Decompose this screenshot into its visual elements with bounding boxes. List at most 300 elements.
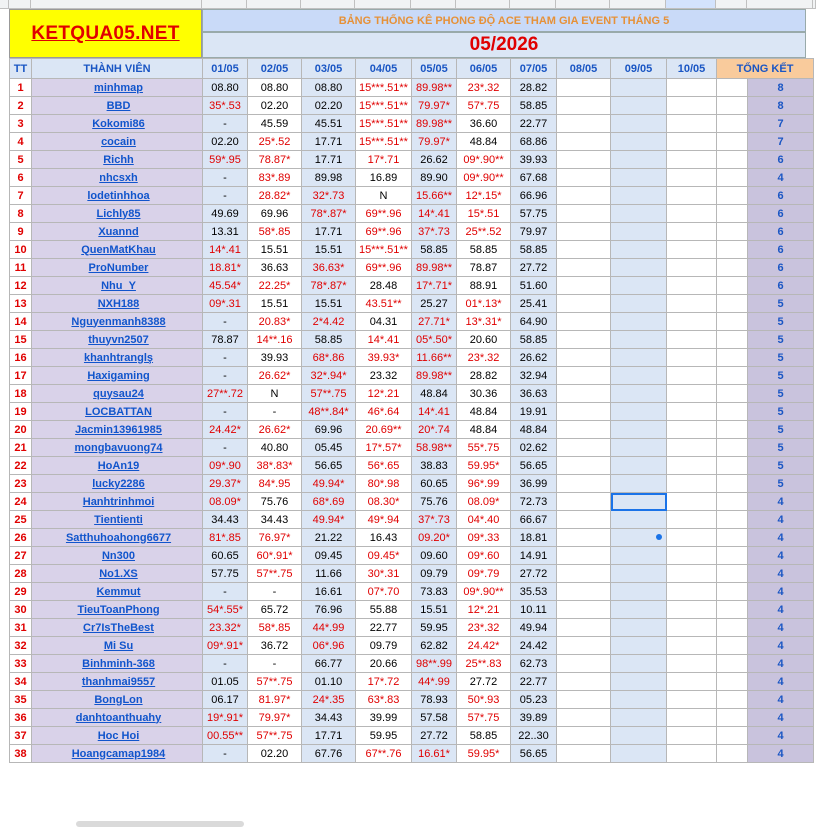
empty-cell[interactable] [611, 115, 667, 133]
empty-cell[interactable] [557, 205, 611, 223]
row-number[interactable]: 19 [10, 403, 32, 421]
score-cell[interactable]: 16.61 [302, 583, 356, 601]
empty-cell[interactable] [667, 133, 717, 151]
spacer-cell[interactable] [717, 745, 748, 763]
score-cell[interactable]: 25**.52 [457, 223, 511, 241]
empty-cell[interactable] [667, 241, 717, 259]
empty-cell[interactable] [611, 709, 667, 727]
empty-cell[interactable] [667, 691, 717, 709]
score-cell[interactable]: 57**.75 [248, 727, 302, 745]
member-name-link[interactable]: No1.XS [32, 565, 203, 583]
score-cell[interactable]: 15.51 [412, 601, 457, 619]
score-cell[interactable]: 57.58 [412, 709, 457, 727]
score-cell[interactable]: 09*.60 [457, 547, 511, 565]
score-cell[interactable]: 09.79 [412, 565, 457, 583]
score-cell[interactable]: 79.97* [412, 133, 457, 151]
empty-cell[interactable] [611, 475, 667, 493]
total-cell[interactable]: 6 [748, 223, 814, 241]
spacer-cell[interactable] [717, 205, 748, 223]
empty-cell[interactable] [557, 673, 611, 691]
score-cell[interactable]: 28.48 [356, 277, 412, 295]
empty-cell[interactable] [667, 295, 717, 313]
spacer-cell[interactable] [717, 115, 748, 133]
score-cell[interactable]: 15.51 [248, 295, 302, 313]
score-cell[interactable]: - [203, 745, 248, 763]
empty-cell[interactable] [611, 637, 667, 655]
total-cell[interactable]: 5 [748, 439, 814, 457]
empty-cell[interactable] [557, 655, 611, 673]
total-cell[interactable]: 6 [748, 187, 814, 205]
member-name-link[interactable]: minhmap [32, 79, 203, 97]
score-cell[interactable]: 01.05 [203, 673, 248, 691]
score-cell[interactable]: 15***.51** [356, 241, 412, 259]
total-cell[interactable]: 5 [748, 475, 814, 493]
score-cell[interactable]: 89.98** [412, 115, 457, 133]
score-cell[interactable]: 14*.41 [356, 331, 412, 349]
score-cell[interactable]: 32.94 [511, 367, 557, 385]
score-cell[interactable]: 89.98** [412, 367, 457, 385]
score-cell[interactable]: 57**.75 [248, 565, 302, 583]
score-cell[interactable]: 07*.70 [356, 583, 412, 601]
score-cell[interactable]: 59.95 [412, 619, 457, 637]
score-cell[interactable]: 54*.55* [203, 601, 248, 619]
empty-cell[interactable] [611, 601, 667, 619]
score-cell[interactable]: 57.75 [203, 565, 248, 583]
empty-cell[interactable] [611, 655, 667, 673]
spacer-cell[interactable] [717, 367, 748, 385]
member-name-link[interactable]: Jacmin13961985 [32, 421, 203, 439]
score-cell[interactable]: 13.31 [203, 223, 248, 241]
empty-cell[interactable] [611, 403, 667, 421]
total-cell[interactable]: 4 [748, 169, 814, 187]
row-number[interactable]: 12 [10, 277, 32, 295]
score-cell[interactable]: 69.96 [248, 205, 302, 223]
score-cell[interactable]: 79.97* [412, 97, 457, 115]
member-name-link[interactable]: Cr7IsTheBest [32, 619, 203, 637]
row-number[interactable]: 14 [10, 313, 32, 331]
total-cell[interactable]: 4 [748, 529, 814, 547]
spacer-cell[interactable] [717, 385, 748, 403]
spacer-cell[interactable] [717, 493, 748, 511]
empty-cell[interactable] [557, 331, 611, 349]
empty-cell[interactable] [611, 259, 667, 277]
empty-cell[interactable] [557, 277, 611, 295]
member-name-link[interactable]: Kokomi86 [32, 115, 203, 133]
score-cell[interactable]: 09.45 [302, 547, 356, 565]
score-cell[interactable]: 15.51 [302, 295, 356, 313]
empty-cell[interactable] [667, 637, 717, 655]
score-cell[interactable]: 23*.32 [457, 79, 511, 97]
empty-cell[interactable] [667, 547, 717, 565]
empty-cell[interactable] [611, 205, 667, 223]
empty-cell[interactable] [557, 115, 611, 133]
spacer-cell[interactable] [717, 673, 748, 691]
score-cell[interactable]: 02.20 [302, 97, 356, 115]
total-cell[interactable]: 4 [748, 493, 814, 511]
total-cell[interactable]: 5 [748, 313, 814, 331]
score-cell[interactable]: 17.71 [302, 727, 356, 745]
empty-cell[interactable] [667, 457, 717, 475]
empty-cell[interactable] [611, 727, 667, 745]
total-cell[interactable]: 8 [748, 79, 814, 97]
member-name-link[interactable]: Nhu_Y [32, 277, 203, 295]
empty-cell[interactable] [611, 493, 667, 511]
empty-cell[interactable] [667, 259, 717, 277]
score-cell[interactable]: 58.85 [511, 241, 557, 259]
score-cell[interactable]: 26.62* [248, 421, 302, 439]
score-cell[interactable]: 23.32* [203, 619, 248, 637]
total-cell[interactable]: 4 [748, 565, 814, 583]
row-number[interactable]: 8 [10, 205, 32, 223]
score-cell[interactable]: 15***.51** [356, 79, 412, 97]
score-cell[interactable]: 45.54* [203, 277, 248, 295]
empty-cell[interactable] [667, 349, 717, 367]
score-cell[interactable]: 78.93 [412, 691, 457, 709]
column-header-cell[interactable] [31, 0, 202, 8]
row-number[interactable]: 20 [10, 421, 32, 439]
score-cell[interactable]: 15.51 [248, 241, 302, 259]
row-number[interactable]: 29 [10, 583, 32, 601]
column-header-cell[interactable] [202, 0, 247, 8]
score-cell[interactable]: 38.83 [412, 457, 457, 475]
spacer-cell[interactable] [717, 151, 748, 169]
row-number[interactable]: 18 [10, 385, 32, 403]
total-cell[interactable]: 5 [748, 295, 814, 313]
row-number[interactable]: 13 [10, 295, 32, 313]
spacer-cell[interactable] [717, 529, 748, 547]
empty-cell[interactable] [611, 619, 667, 637]
score-cell[interactable]: 96*.99 [457, 475, 511, 493]
score-cell[interactable]: 20.66 [356, 655, 412, 673]
empty-cell[interactable] [611, 223, 667, 241]
total-cell[interactable]: 7 [748, 133, 814, 151]
score-cell[interactable]: 78*.87* [302, 205, 356, 223]
row-number[interactable]: 33 [10, 655, 32, 673]
score-cell[interactable]: 26.62* [248, 367, 302, 385]
empty-cell[interactable] [667, 367, 717, 385]
score-cell[interactable]: 27.72 [511, 565, 557, 583]
member-name-link[interactable]: cocain [32, 133, 203, 151]
score-cell[interactable]: 14**.16 [248, 331, 302, 349]
score-cell[interactable]: 24.42* [457, 637, 511, 655]
empty-cell[interactable] [611, 745, 667, 763]
score-cell[interactable]: 27.72 [412, 727, 457, 745]
score-cell[interactable]: - [203, 367, 248, 385]
total-cell[interactable]: 5 [748, 421, 814, 439]
score-cell[interactable]: 16.61* [412, 745, 457, 763]
empty-cell[interactable] [611, 457, 667, 475]
score-cell[interactable]: 16.43 [356, 529, 412, 547]
score-cell[interactable]: 75.76 [412, 493, 457, 511]
score-cell[interactable]: 27**.72 [203, 385, 248, 403]
score-cell[interactable]: 83*.89 [248, 169, 302, 187]
score-cell[interactable]: 48.84 [511, 421, 557, 439]
score-cell[interactable]: 39.93* [356, 349, 412, 367]
score-cell[interactable]: 69**.96 [356, 259, 412, 277]
empty-cell[interactable] [611, 349, 667, 367]
empty-cell[interactable] [611, 187, 667, 205]
total-cell[interactable]: 6 [748, 151, 814, 169]
row-number[interactable]: 11 [10, 259, 32, 277]
score-cell[interactable]: 02.20 [248, 97, 302, 115]
score-cell[interactable]: 55*.75 [457, 439, 511, 457]
score-cell[interactable]: 21.22 [302, 529, 356, 547]
score-cell[interactable]: 14*.41 [203, 241, 248, 259]
column-header-cell[interactable] [556, 0, 610, 8]
score-cell[interactable]: 17.71 [302, 151, 356, 169]
member-name-link[interactable]: Haxigaming [32, 367, 203, 385]
empty-cell[interactable] [611, 97, 667, 115]
column-header-cell[interactable] [747, 0, 813, 8]
row-number[interactable]: 24 [10, 493, 32, 511]
score-cell[interactable]: 45.59 [248, 115, 302, 133]
score-cell[interactable]: 17*.71* [412, 277, 457, 295]
score-cell[interactable]: 58*.85 [248, 619, 302, 637]
score-cell[interactable]: 48.84 [457, 403, 511, 421]
empty-cell[interactable] [557, 709, 611, 727]
empty-cell[interactable] [611, 385, 667, 403]
empty-cell[interactable] [667, 385, 717, 403]
score-cell[interactable]: 08.80 [302, 79, 356, 97]
score-cell[interactable]: 66.77 [302, 655, 356, 673]
score-cell[interactable]: 65.72 [248, 601, 302, 619]
score-cell[interactable]: 60*.91* [248, 547, 302, 565]
score-cell[interactable]: 09.79 [356, 637, 412, 655]
score-cell[interactable]: - [203, 583, 248, 601]
empty-cell[interactable] [557, 475, 611, 493]
empty-cell[interactable] [557, 97, 611, 115]
empty-cell[interactable] [557, 313, 611, 331]
score-cell[interactable]: 78.87 [457, 259, 511, 277]
score-cell[interactable]: - [248, 655, 302, 673]
score-cell[interactable]: 75.76 [248, 493, 302, 511]
empty-cell[interactable] [557, 421, 611, 439]
column-header-bar[interactable] [0, 0, 816, 9]
empty-cell[interactable] [667, 169, 717, 187]
score-cell[interactable]: 15***.51** [356, 97, 412, 115]
spacer-cell[interactable] [717, 295, 748, 313]
score-cell[interactable]: 50*.93 [457, 691, 511, 709]
spacer-cell[interactable] [717, 259, 748, 277]
score-cell[interactable]: 02.62 [511, 439, 557, 457]
score-cell[interactable]: 08.09* [203, 493, 248, 511]
score-cell[interactable]: 20.60 [457, 331, 511, 349]
total-cell[interactable]: 5 [748, 385, 814, 403]
score-cell[interactable]: 30*.31 [356, 565, 412, 583]
score-cell[interactable]: 29.37* [203, 475, 248, 493]
empty-cell[interactable] [667, 601, 717, 619]
row-number[interactable]: 23 [10, 475, 32, 493]
total-cell[interactable]: 4 [748, 583, 814, 601]
score-cell[interactable]: 06.17 [203, 691, 248, 709]
score-cell[interactable]: 25**.83 [457, 655, 511, 673]
score-cell[interactable]: 25.27 [412, 295, 457, 313]
score-cell[interactable]: 62.82 [412, 637, 457, 655]
spacer-cell[interactable] [717, 403, 748, 421]
score-cell[interactable]: 14.91 [511, 547, 557, 565]
empty-cell[interactable] [611, 133, 667, 151]
row-number[interactable]: 10 [10, 241, 32, 259]
total-cell[interactable]: 4 [748, 673, 814, 691]
empty-cell[interactable] [557, 583, 611, 601]
row-number[interactable]: 1 [10, 79, 32, 97]
score-cell[interactable]: 56.65 [511, 457, 557, 475]
total-cell[interactable]: 6 [748, 259, 814, 277]
score-cell[interactable]: 09*.90 [203, 457, 248, 475]
score-cell[interactable]: 08.80 [248, 79, 302, 97]
member-name-link[interactable]: QuenMatKhau [32, 241, 203, 259]
score-cell[interactable]: 20.83* [248, 313, 302, 331]
empty-cell[interactable] [611, 565, 667, 583]
score-cell[interactable]: 09*.79 [457, 565, 511, 583]
score-cell[interactable]: 67.76 [302, 745, 356, 763]
score-cell[interactable]: 27.72 [511, 259, 557, 277]
score-cell[interactable]: 08.30* [356, 493, 412, 511]
row-number[interactable]: 38 [10, 745, 32, 763]
score-cell[interactable]: 58.85 [511, 97, 557, 115]
score-cell[interactable]: 59.95* [457, 745, 511, 763]
empty-cell[interactable] [611, 277, 667, 295]
score-cell[interactable]: 34.43 [203, 511, 248, 529]
score-cell[interactable]: 73.83 [412, 583, 457, 601]
score-cell[interactable]: 25.41 [511, 295, 557, 313]
member-name-link[interactable]: Nn300 [32, 547, 203, 565]
spacer-cell[interactable] [717, 601, 748, 619]
score-cell[interactable]: 59.95 [356, 727, 412, 745]
empty-cell[interactable] [611, 439, 667, 457]
empty-cell[interactable] [557, 565, 611, 583]
column-header-cell[interactable] [510, 0, 556, 8]
score-cell[interactable]: 34.43 [248, 511, 302, 529]
score-cell[interactable]: 24.42 [511, 637, 557, 655]
score-cell[interactable]: 28.82* [248, 187, 302, 205]
spacer-cell[interactable] [717, 313, 748, 331]
score-cell[interactable]: 56*.65 [356, 457, 412, 475]
spacer-cell[interactable] [717, 169, 748, 187]
row-number[interactable]: 4 [10, 133, 32, 151]
member-name-link[interactable]: LOCBATTAN [32, 403, 203, 421]
score-cell[interactable]: 89.90 [412, 169, 457, 187]
empty-cell[interactable] [557, 493, 611, 511]
empty-cell[interactable] [611, 583, 667, 601]
score-cell[interactable]: 12*.21 [457, 601, 511, 619]
score-cell[interactable]: 57*.75 [457, 97, 511, 115]
score-cell[interactable]: 57*.75 [457, 709, 511, 727]
score-cell[interactable]: 10.11 [511, 601, 557, 619]
total-cell[interactable]: 4 [748, 709, 814, 727]
score-cell[interactable]: 64.90 [511, 313, 557, 331]
score-cell[interactable]: 24*.35 [302, 691, 356, 709]
score-cell[interactable]: 69**.96 [356, 223, 412, 241]
score-cell[interactable]: 25*.52 [248, 133, 302, 151]
score-cell[interactable]: 24.42* [203, 421, 248, 439]
score-cell[interactable]: 19.91 [511, 403, 557, 421]
empty-cell[interactable] [557, 511, 611, 529]
spacer-cell[interactable] [717, 331, 748, 349]
empty-cell[interactable] [557, 367, 611, 385]
empty-cell[interactable] [667, 583, 717, 601]
member-name-link[interactable]: lucky2286 [32, 475, 203, 493]
score-cell[interactable]: 22.77 [511, 115, 557, 133]
score-cell[interactable]: 09*.33 [457, 529, 511, 547]
score-cell[interactable]: 66.96 [511, 187, 557, 205]
total-cell[interactable]: 7 [748, 115, 814, 133]
score-cell[interactable]: 55.88 [356, 601, 412, 619]
score-cell[interactable]: - [203, 403, 248, 421]
score-cell[interactable]: 26.62 [511, 349, 557, 367]
score-cell[interactable]: 36.63 [248, 259, 302, 277]
spacer-cell[interactable] [717, 727, 748, 745]
empty-cell[interactable] [667, 745, 717, 763]
row-number[interactable]: 32 [10, 637, 32, 655]
column-header-cell[interactable] [355, 0, 411, 8]
score-cell[interactable]: 37*.73 [412, 511, 457, 529]
score-cell[interactable]: 17*.72 [356, 673, 412, 691]
empty-cell[interactable] [611, 367, 667, 385]
spacer-cell[interactable] [717, 475, 748, 493]
score-cell[interactable]: - [203, 313, 248, 331]
selection-fill-handle[interactable] [656, 534, 662, 540]
row-number[interactable]: 28 [10, 565, 32, 583]
spacer-cell[interactable] [717, 187, 748, 205]
empty-cell[interactable] [557, 403, 611, 421]
spacer-cell[interactable] [717, 619, 748, 637]
column-header-cell[interactable] [247, 0, 301, 8]
score-cell[interactable]: 15.51 [302, 241, 356, 259]
member-name-link[interactable]: Satthuhoahong6677 [32, 529, 203, 547]
member-name-link[interactable]: BongLon [32, 691, 203, 709]
total-cell[interactable]: 5 [748, 349, 814, 367]
score-cell[interactable]: 59.95* [457, 457, 511, 475]
empty-cell[interactable] [667, 655, 717, 673]
empty-cell[interactable] [667, 277, 717, 295]
score-cell[interactable]: 09*.90** [457, 169, 511, 187]
empty-cell[interactable] [667, 79, 717, 97]
row-number[interactable]: 35 [10, 691, 32, 709]
score-cell[interactable]: 15***.51** [356, 115, 412, 133]
score-cell[interactable]: 76.97* [248, 529, 302, 547]
row-number[interactable]: 37 [10, 727, 32, 745]
score-cell[interactable]: 23*.32 [457, 349, 511, 367]
spacer-cell[interactable] [717, 97, 748, 115]
score-cell[interactable]: 22.25* [248, 277, 302, 295]
empty-cell[interactable] [557, 727, 611, 745]
score-cell[interactable]: 36.60 [457, 115, 511, 133]
score-cell[interactable]: 13*.31* [457, 313, 511, 331]
score-cell[interactable]: 22..30 [511, 727, 557, 745]
score-cell[interactable]: 49*.94 [356, 511, 412, 529]
empty-cell[interactable] [667, 475, 717, 493]
score-cell[interactable]: 11.66** [412, 349, 457, 367]
score-cell[interactable]: 89.98** [412, 79, 457, 97]
score-cell[interactable]: 78*.87* [302, 277, 356, 295]
member-name-link[interactable]: HoAn19 [32, 457, 203, 475]
score-cell[interactable]: 17.71 [302, 133, 356, 151]
score-cell[interactable]: 62.73 [511, 655, 557, 673]
empty-cell[interactable] [667, 565, 717, 583]
empty-cell[interactable] [611, 511, 667, 529]
spacer-cell[interactable] [717, 277, 748, 295]
column-header-cell[interactable] [456, 0, 510, 8]
score-cell[interactable]: 78.87* [248, 151, 302, 169]
score-cell[interactable]: 09*.31 [203, 295, 248, 313]
score-cell[interactable]: 23.32 [356, 367, 412, 385]
total-cell[interactable]: 6 [748, 241, 814, 259]
score-cell[interactable]: 49.94 [511, 619, 557, 637]
row-number[interactable]: 7 [10, 187, 32, 205]
score-cell[interactable]: 58.85 [412, 241, 457, 259]
score-cell[interactable]: 00.55** [203, 727, 248, 745]
